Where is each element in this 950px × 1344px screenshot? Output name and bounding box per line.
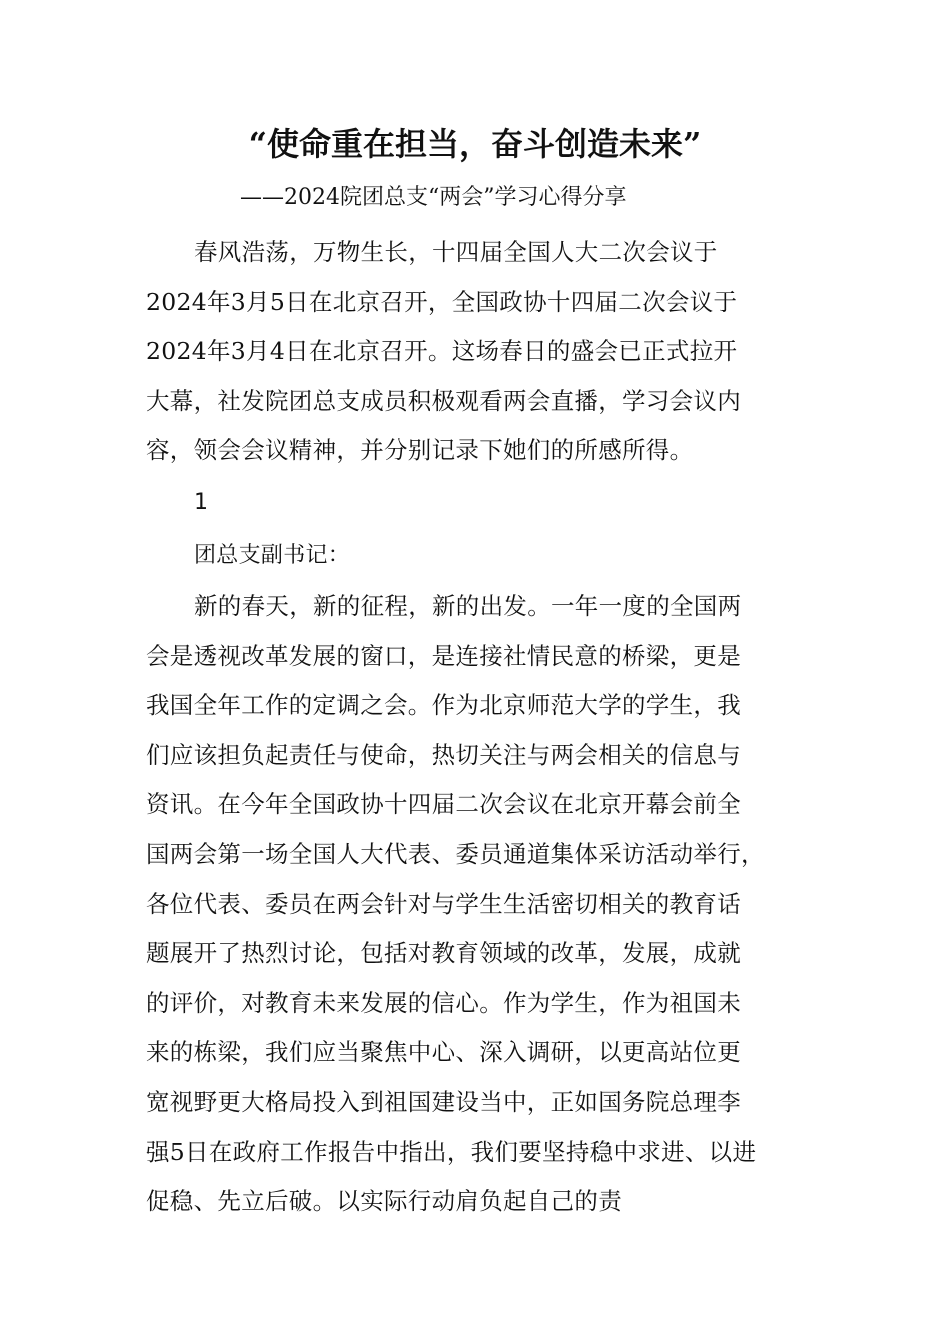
document-body bbox=[146, 228, 811, 1227]
intro-line: 春风浩荡，万物生长，十四届全国人大二次会议于 bbox=[194, 238, 718, 266]
section-role-heading: 团总支副书记： bbox=[194, 542, 351, 568]
intro-line: 大幕，社发院团总支成员积极观看两会直播，学习会议内 bbox=[146, 386, 741, 415]
section-line: 强5日在政府工作报告中指出，我们要坚持稳中求进、以进 bbox=[146, 1137, 757, 1166]
section-line: 促稳、先立后破。以实际行动肩负起自己的责 bbox=[146, 1187, 622, 1216]
section-line: 们应该担负起责任与使命，热切关注与两会相关的信息与 bbox=[146, 740, 741, 769]
section-line: 新的春天，新的征程，新的出发。一年一度的全国两 bbox=[194, 591, 742, 620]
intro-line: 容，领会会议精神，并分别记录下她们的所感所得。 bbox=[146, 436, 694, 465]
section-line: 国两会第一场全国人大代表、委员通道集体采访活动举行， bbox=[146, 839, 765, 868]
section-line: 题展开了热烈讨论，包括对教育领域的改革，发展，成就 bbox=[146, 939, 741, 968]
section-line: 来的栋梁，我们应当聚焦中心、深入调研，以更高站位更 bbox=[146, 1038, 741, 1067]
intro-line: 2024年3月4日在北京召开。这场春日的盛会已正式拉开 bbox=[146, 337, 738, 366]
section-line: 宽视野更大格局投入到祖国建设当中，正如国务院总理李 bbox=[146, 1087, 741, 1116]
document-title: “使命重在担当，奋斗创造未来” bbox=[248, 125, 702, 163]
intro-line: 2024年3月5日在北京召开，全国政协十四届二次会议于 bbox=[146, 287, 738, 316]
section-line: 会是透视改革发展的窗口，是连接社情民意的桥梁，更是 bbox=[146, 641, 741, 670]
section-line: 的评价，对教育未来发展的信心。作为学生，作为祖国未 bbox=[146, 988, 741, 1017]
section-line: 各位代表、委员在两会针对与学生生活密切相关的教育话 bbox=[146, 889, 741, 918]
section-number: 1 bbox=[194, 489, 209, 515]
section-line: 我国全年工作的定调之会。作为北京师范大学的学生，我 bbox=[146, 691, 741, 720]
document-subtitle: ——2024院团总支“两会”学习心得分享 bbox=[240, 185, 627, 210]
section-line: 资讯。在今年全国政协十四届二次会议在北京开幕会前全 bbox=[146, 790, 741, 819]
